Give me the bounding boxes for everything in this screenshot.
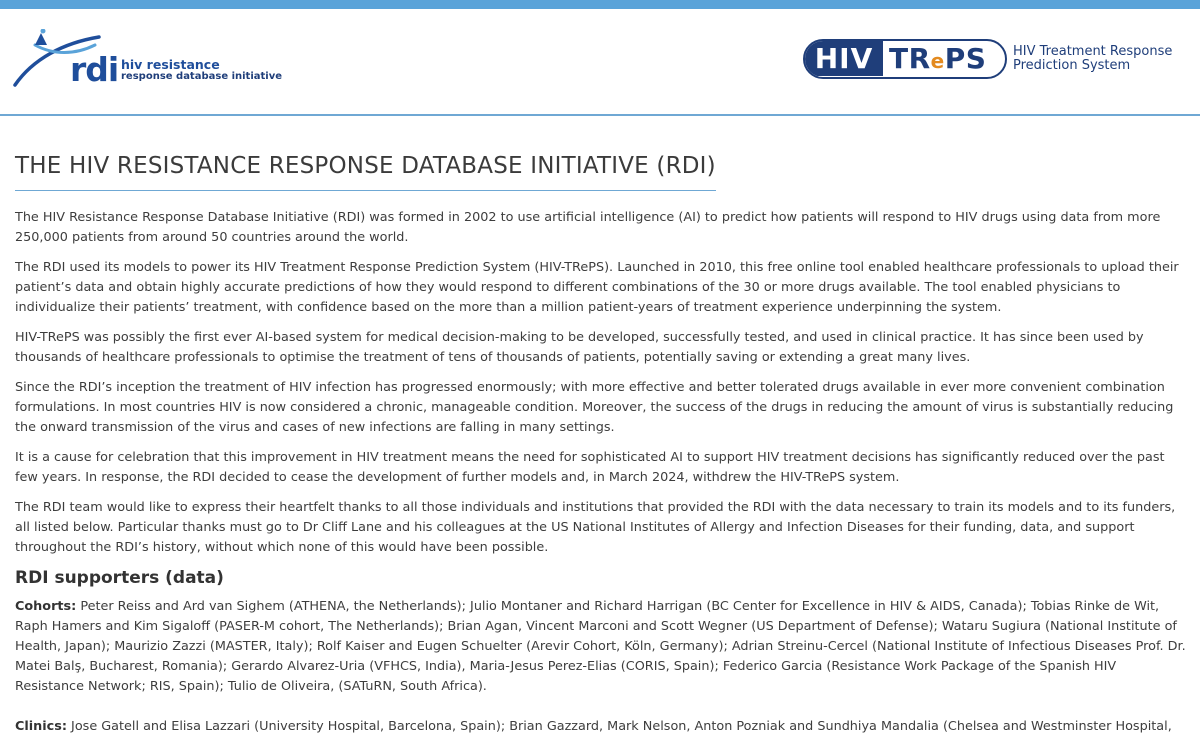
treps-logo-hiv: HIV [805,41,883,76]
main-content [15,116,1187,750]
rdi-tagline-1: hiv resistance [121,57,220,72]
intro-paragraph-4: Since the RDI’s inception the treatment of HIV infection has progressed enormously; with more effective and better tolerated drugs available in ever more convenient combination formulations. In most countries HIV is now considered a chronic, manageable condition. Moreover, the success of the drugs in reducing the amount of virus is substantially reducing the onward transmission of the virus and cases of new infections are falling in many settings. [15,380,1174,435]
treps-logo-e: e [930,49,945,73]
intro-paragraph-2: The RDI used its models to power its HIV Treatment Response Prediction System (HIV-TRePS). Launched in 2010, this free online tool enabled healthcare professionals to upload their patient’s data and obtain highly accurate predictions of how they would respond to different combinations of the 30 or more drugs available. The tool enabled physicians to individualize their patients’ treatment, with confidence based on the more than a million patient-years of treatment experience underpinning the system. [15,260,1179,315]
cohorts-label: Cohorts: [15,599,77,614]
supporters-heading: RDI supporters (data) [15,568,224,588]
clinics-list [15,717,1187,737]
clinics-label: Clinics: [15,719,67,734]
rdi-wordmark: rdi [70,50,119,89]
intro-paragraph-1: The HIV Resistance Response Database Initiative (RDI) was formed in 2002 to use artificial intelligence (AI) to predict how patients will respond to HIV drugs using data from more 250,000 patients from around 50 countries around the world. [15,210,1161,245]
treps-subtitle-1: HIV Treatment Response [1013,44,1173,59]
page-title: THE HIV RESISTANCE RESPONSE DATABASE INITIATIVE (RDI) [15,153,716,191]
intro-paragraph-5: It is a cause for celebration that this improvement in HIV treatment means the need for sophisticated AI to support HIV treatment decisions has significantly reduced over the past few years. In response, the RDI decided to cease the development of further models and, in March 2024, withdrew the HIV-TRePS system. [15,450,1165,485]
top-accent-bar [0,0,1200,9]
cohorts-list [15,597,1187,697]
cohorts-text: Peter Reiss and Ard van Sighem (ATHENA, the Netherlands); Julio Montaner and Richard Harrigan (BC Center for Excellence in HIV & AIDS, Canada); Tobias Rinke de Wit, Raph Hamers and Kim Sigaloff (PASER-M cohort, The Netherlands); Brian Agan, Vincent Marconi and Scott Wegner (US Department of Defense); Wataru Sugiura (National Institute of Health, Japan); Maurizio Zazzi (MASTER, Italy); Rolf Kaiser and Eugen Schuelter (Arevir Cohort, Köln, Germany); Adrian Streinu-Cercel (National Institute of Infectious Diseases Prof. Dr. Matei Balş, Bucharest, Romania); Gerardo Alvarez-Uria (VFHCS, India), Maria-Jesus Perez-Elias (CORIS, Spain); Federico Garcia (Resistance Work Package of the Spanish HIV Resistance Network; RIS, Spain); Tulio de Oliveira, (SATuRN, South Africa). [15,599,1186,694]
treps-logo-word [889,41,986,76]
site-header [0,9,1200,116]
clinics-text: Jose Gatell and Elisa Lazzari (University Hospital, Barcelona, Spain); Brian Gazzard, Mark Nelson, Anton Pozniak and Sundhiya Mandalia (Chelsea and Westminster Hospital, [66,719,1172,734]
treps-logo-ps: PS [944,42,987,75]
treps-logo[interactable] [803,39,1007,79]
treps-logo-tr: TR [889,42,931,75]
intro-paragraph-3: HIV-TRePS was possibly the first ever AI-based system for medical decision-making to be developed, successfully tested, and used in clinical practice. It has since been used by thousands of healthcare professionals to optimise the treatment of tens of thousands of patients, potentially saving or extending a great many lives. [15,330,1144,365]
rdi-tagline-2: response database initiative [121,71,283,82]
intro-paragraph-6: The RDI team would like to express their heartfelt thanks to all those individuals and institutions that provided the RDI with the data necessary to train its models and to its funders, all listed below. Particular thanks must go to Dr Cliff Lane and his colleagues at the US National Institutes of Allergy and Infection Diseases for their funding, data, and support throughout the RDI’s history, without which none of this would have been possible. [15,500,1176,555]
treps-subtitle-2: Prediction System [1013,58,1131,73]
